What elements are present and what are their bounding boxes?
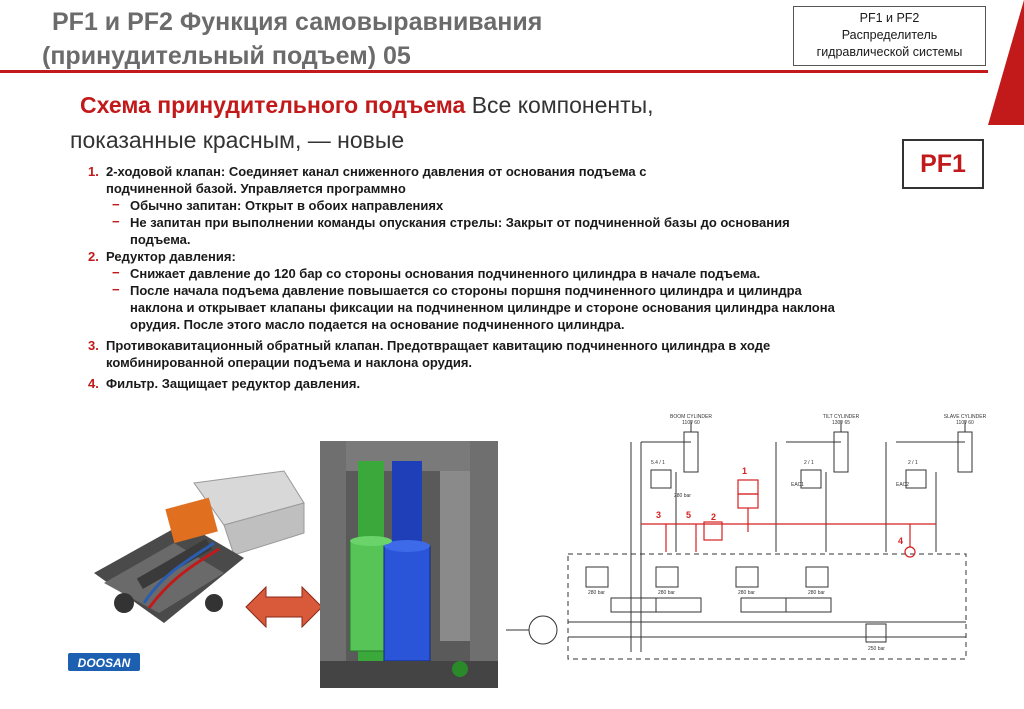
list-subitem [88, 214, 993, 248]
list-item [88, 248, 993, 265]
schematic-bar-3: 280 bar [658, 590, 675, 596]
dash-bullet: − [112, 265, 120, 280]
list-item [88, 375, 993, 392]
list-text: Фильтр. Защищает редуктор давления. [106, 376, 361, 391]
list-item [88, 337, 993, 371]
schematic-label-slave-size: 110 / 60 [956, 420, 974, 426]
dash-bullet: − [112, 197, 120, 212]
schematic-bar-2: 280 bar [588, 590, 605, 596]
schematic-bar-5: 280 bar [808, 590, 825, 596]
subtitle-line2: показанные красным, — новые [70, 127, 405, 153]
schematic-number-3: 3 [656, 510, 662, 520]
logo-text: DOOSAN [77, 656, 131, 670]
schematic-ratio-2: 2 / 1 [804, 460, 814, 466]
double-arrow-icon [244, 582, 324, 632]
cylinders-photo [320, 441, 498, 688]
schematic-eac2: EAC2 [896, 482, 910, 488]
list-text: Редуктор давления: [106, 249, 236, 264]
schematic-bar-6: 250 bar [868, 646, 885, 652]
list-text: 2-ходовой клапан: Соединяет канал сниженного давления от основания подъема с [106, 164, 647, 179]
page-title-line1: PF1 и PF2 Функция самовыравнивания [52, 8, 543, 36]
corner-decoration [984, 0, 1024, 130]
list-text: Противокавитационный обратный клапан. Предотвращает кавитацию подчиненного цилиндра в ходе [106, 338, 771, 353]
section-box [793, 6, 986, 66]
list-subtext: орудия. После этого масло подается на основание подчиненного цилиндра. [130, 317, 625, 332]
list-subtext: После начала подъема давление повышается со стороны поршня подчиненного цилиндра и цилиндра [130, 283, 802, 298]
list-number: 4. [88, 376, 99, 391]
list-subtext: наклона и открывает клапаны фиксации на подчиненном цилиндре и стороне основания цилиндра наклона [130, 300, 835, 315]
list-subitem [88, 282, 993, 333]
schematic-number-2: 2 [711, 512, 717, 522]
list-text: комбинированной операции подъема и наклона орудия. [106, 355, 473, 370]
header-divider [0, 70, 988, 73]
page-title-line2: (принудительный подъем) 05 [42, 42, 411, 70]
schematic-ratio-3: 2 / 1 [908, 460, 918, 466]
subtitle-line1 [80, 92, 654, 119]
pf1-badge: PF1 [902, 139, 984, 189]
list-subtext: Снижает давление до 120 бар со стороны основания подчиненного цилиндра в начале подъема. [130, 266, 761, 281]
schematic-label-boom: BOOM CYLINDER [670, 414, 712, 420]
schematic-label-tilt: TILT CYLINDER [822, 414, 860, 420]
doosan-logo [68, 650, 140, 674]
subtitle-rest: Все компоненты, [471, 92, 654, 118]
description-list [88, 163, 993, 392]
schematic-label-slave: SLAVE CYLINDER [943, 414, 987, 420]
schematic-label-tilt-size: 130 / 65 [831, 420, 851, 426]
schematic-number-4: 4 [898, 536, 904, 546]
list-subtext: Обычно запитан: Открыт в обоих направлениях [130, 198, 444, 213]
section-box-line1: PF1 и PF2 [859, 11, 920, 25]
dash-bullet: − [112, 282, 120, 297]
section-box-line2: Распределитель [841, 28, 938, 42]
subtitle-bold: Схема принудительного подъема [80, 92, 466, 118]
schematic-ratio-1: 5.4 / 1 [651, 460, 665, 466]
list-item [88, 163, 993, 197]
list-subtext: Не запитан при выполнении команды опускания стрелы: Закрыт от подчиненной базы до основания [130, 215, 790, 230]
schematic-number-5: 5 [686, 510, 692, 520]
schematic-label-boom-size: 110 / 60 [682, 420, 700, 426]
dash-bullet: − [112, 214, 120, 229]
schematic-eac1: EAC1 [791, 482, 805, 488]
list-subtext: подъема. [130, 232, 191, 247]
schematic-number-1: 1 [742, 466, 748, 476]
list-number: 1. [88, 164, 99, 179]
list-subitem [88, 197, 993, 214]
list-number: 2. [88, 249, 99, 264]
list-subitem [88, 265, 993, 282]
schematic-bar-4: 280 bar [738, 590, 755, 596]
schematic-bar-1: 280 bar [674, 493, 691, 499]
list-number: 3. [88, 338, 99, 353]
section-box-line3: гидравлической системы [816, 45, 963, 59]
hydraulic-schematic [506, 412, 1011, 682]
list-text: подчиненной базой. Управляется программно [106, 181, 406, 196]
